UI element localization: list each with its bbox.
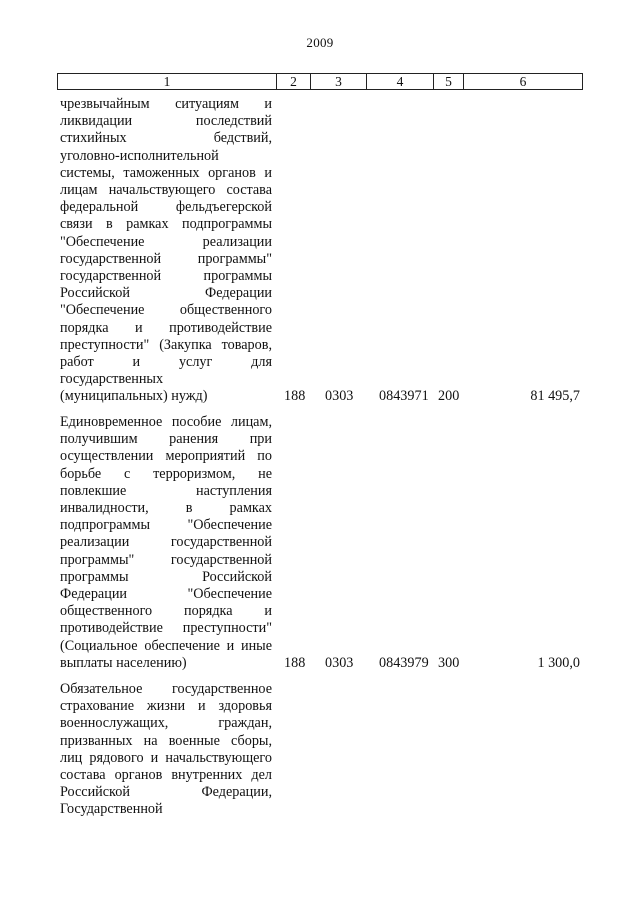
description-line: программы Российской [60,568,272,585]
cell-amount: 1 300,0 [537,654,580,671]
description-line: государственной программы" [60,250,272,267]
description-line: уголовно-исполнительной [60,147,219,164]
description-line: системы, таможенных органов и [60,164,272,181]
description-line: (Социальное обеспечение и иные [60,637,272,654]
cell-type: 300 [438,654,460,671]
header-col-4: 4 [367,74,434,89]
description-line: чрезвычайным ситуациям и [60,96,272,112]
cell-target: 0843979 [379,654,429,671]
description-line: порядка и противодействие [60,319,272,336]
header-col-2: 2 [277,74,311,89]
description-line: борьбе с терроризмом, не [60,465,272,482]
description-line: Российской Федерации, [60,784,272,801]
cell-ministry: 188 [284,388,306,405]
description-line: общественного порядка и [60,603,272,620]
description-line: государственных [60,371,164,388]
description-line: Российской Федерации [60,285,272,302]
description-line: подпрограммы "Обеспечение [60,517,272,534]
header-col-6: 6 [519,74,527,89]
description-line: Обязательное государственное [60,681,272,697]
description-line: федеральной фельдъегерской [60,199,272,216]
description-line: выплаты населению) [60,654,187,671]
description-line: Государственной [60,801,163,818]
cell-section: 0303 [325,388,354,405]
description-line: инвалидности, в рамках [60,500,272,517]
description-line: связи в рамках подпрограммы [60,216,272,233]
header-col-5: 5 [434,74,464,89]
page-number: 2009 [306,35,334,50]
description-line: преступности" (Закупка товаров, [60,336,272,353]
cell-amount: 81 495,7 [530,388,580,405]
description-line: работ и услуг для [60,354,272,371]
cell-type: 200 [438,388,460,405]
description-line: реализации государственной [60,534,272,551]
description-line: государственной программы [60,268,272,285]
description-line: призванных на военные сборы, [60,732,272,749]
description-line: противодействие преступности" [60,620,272,637]
description-line: повлекшие наступления [60,482,272,499]
description-line: ликвидации последствий [60,113,272,130]
row-description [60,96,272,406]
header-col-3: 3 [311,74,367,89]
description-line: военнослужащих, граждан, [60,715,272,732]
description-line: Федерации "Обеспечение [60,586,272,603]
description-line: (муниципальных) нужд) [60,388,208,405]
cell-target: 0843971 [379,388,429,405]
cell-section: 0303 [325,654,354,671]
description-line: получившим ранения при [60,431,272,448]
description-line: "Обеспечение реализации [60,233,272,250]
description-line: осуществлении мероприятий по [60,448,272,465]
description-line: программы" государственной [60,551,272,568]
description-line: стихийных бедствий, [60,130,272,147]
row-description [60,681,272,819]
header-col-1: 1 [58,74,277,89]
description-line: состава органов внутренних дел [60,767,272,784]
description-line: лицам начальствующего состава [60,182,272,199]
row-description [60,414,272,672]
description-line: Единовременное пособие лицам, [60,414,272,430]
cell-ministry: 188 [284,654,306,671]
description-line: страхование жизни и здоровья [60,698,272,715]
table-header [57,73,583,90]
description-line: "Обеспечение общественного [60,302,272,319]
description-line: лиц рядового и начальствующего [60,749,272,766]
